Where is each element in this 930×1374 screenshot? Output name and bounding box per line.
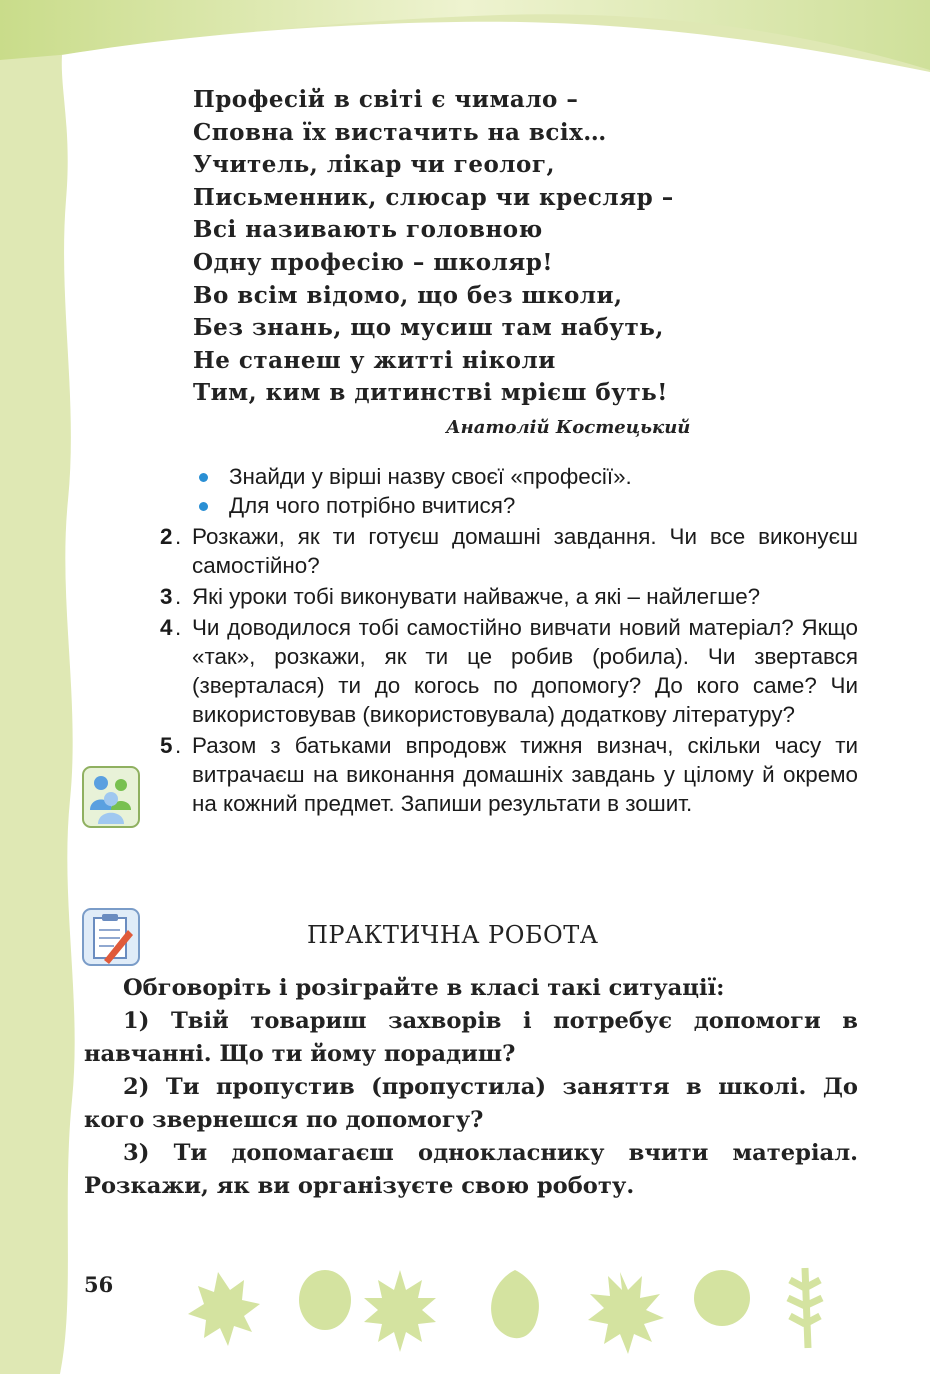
list-item bbox=[160, 462, 858, 491]
poem bbox=[193, 84, 674, 410]
practical-work-icon bbox=[82, 908, 140, 966]
section-title: ПРАКТИЧНА РОБОТА bbox=[307, 921, 599, 949]
poem-line: Сповна їх вистачить на всіх… bbox=[193, 118, 607, 146]
poem-line: Одну професію – школяр! bbox=[193, 248, 553, 276]
poem-line: Без знань, що мусиш там набуть, bbox=[193, 314, 664, 342]
question-text: Які уроки тобі виконувати найважче, а які – найлегше? bbox=[192, 584, 761, 609]
poem-line: Професій в світі є чимало – bbox=[193, 86, 579, 113]
question-number: 4 bbox=[160, 615, 173, 640]
bullet-icon bbox=[199, 502, 208, 511]
questions-list bbox=[160, 462, 858, 818]
question-number-dot: . bbox=[175, 524, 182, 549]
practice-text bbox=[84, 972, 858, 1203]
question-number: 3 bbox=[160, 584, 173, 609]
question-item bbox=[160, 731, 858, 818]
poem-line: Не станеш у житті ніколи bbox=[193, 346, 556, 374]
question-number-dot: . bbox=[175, 733, 182, 758]
situation-item: 1) Твій товариш захворів і потребує допомоги в навчанні. Що ти йому порадиш? bbox=[84, 1008, 858, 1067]
situation-item: 3) Ти допомагаєш однокласнику вчити матеріал. Розкажи, як ви організуєте свою роботу. bbox=[84, 1140, 858, 1199]
poem-line: Во всім відомо, що без школи, bbox=[193, 281, 623, 309]
question-text: Розкажи, як ти готуєш домашні завдання. Чи все виконуєш самостійно? bbox=[192, 524, 858, 578]
poem-line: Всі називають головною bbox=[193, 216, 543, 244]
question-item bbox=[160, 522, 858, 580]
question-item bbox=[160, 613, 858, 729]
question-number: 5 bbox=[160, 733, 173, 758]
bullet-icon bbox=[199, 473, 208, 482]
poem-line: Учитель, лікар чи геолог, bbox=[193, 151, 555, 179]
question-text: Чи доводилося тобі самостійно вивчати новий матеріал? Якщо «так», розкажи, як ти це робив (робила). Чи звертався (зверталася) ти до когось по допомогу? До кого саме? Чи використовував (використовувала) додаткову літературу? bbox=[192, 615, 858, 727]
page-number: 56 bbox=[84, 1272, 114, 1297]
question-text: Разом з батьками впродовж тижня визнач, скільки часу ти витрачаєш на виконання домашніх завдань у цілому й окремо на кожний предмет. Запиши результати в зошит. bbox=[192, 733, 858, 816]
question-number: 2 bbox=[160, 524, 173, 549]
poem-line: Тим, ким в дитинстві мрієш буть! bbox=[193, 379, 668, 407]
bullet-text: Знайди у вірші назву своєї «професії». bbox=[229, 464, 632, 489]
practice-intro: Обговоріть і розіграйте в класі такі ситуації: bbox=[123, 975, 725, 1001]
situation-item: 2) Ти пропустив (пропустила) заняття в школі. До кого звернешся по допомогу? bbox=[84, 1074, 858, 1133]
poem-author: Анатолій Костецький bbox=[446, 417, 691, 438]
list-item bbox=[160, 491, 858, 520]
bullet-text: Для чого потрібно вчитися? bbox=[229, 493, 516, 518]
question-item bbox=[160, 582, 858, 611]
question-number-dot: . bbox=[175, 615, 182, 640]
poem-line: Письменник, слюсар чи кресляр – bbox=[193, 183, 674, 211]
question-number-dot: . bbox=[175, 584, 182, 609]
group-work-icon bbox=[82, 766, 140, 828]
